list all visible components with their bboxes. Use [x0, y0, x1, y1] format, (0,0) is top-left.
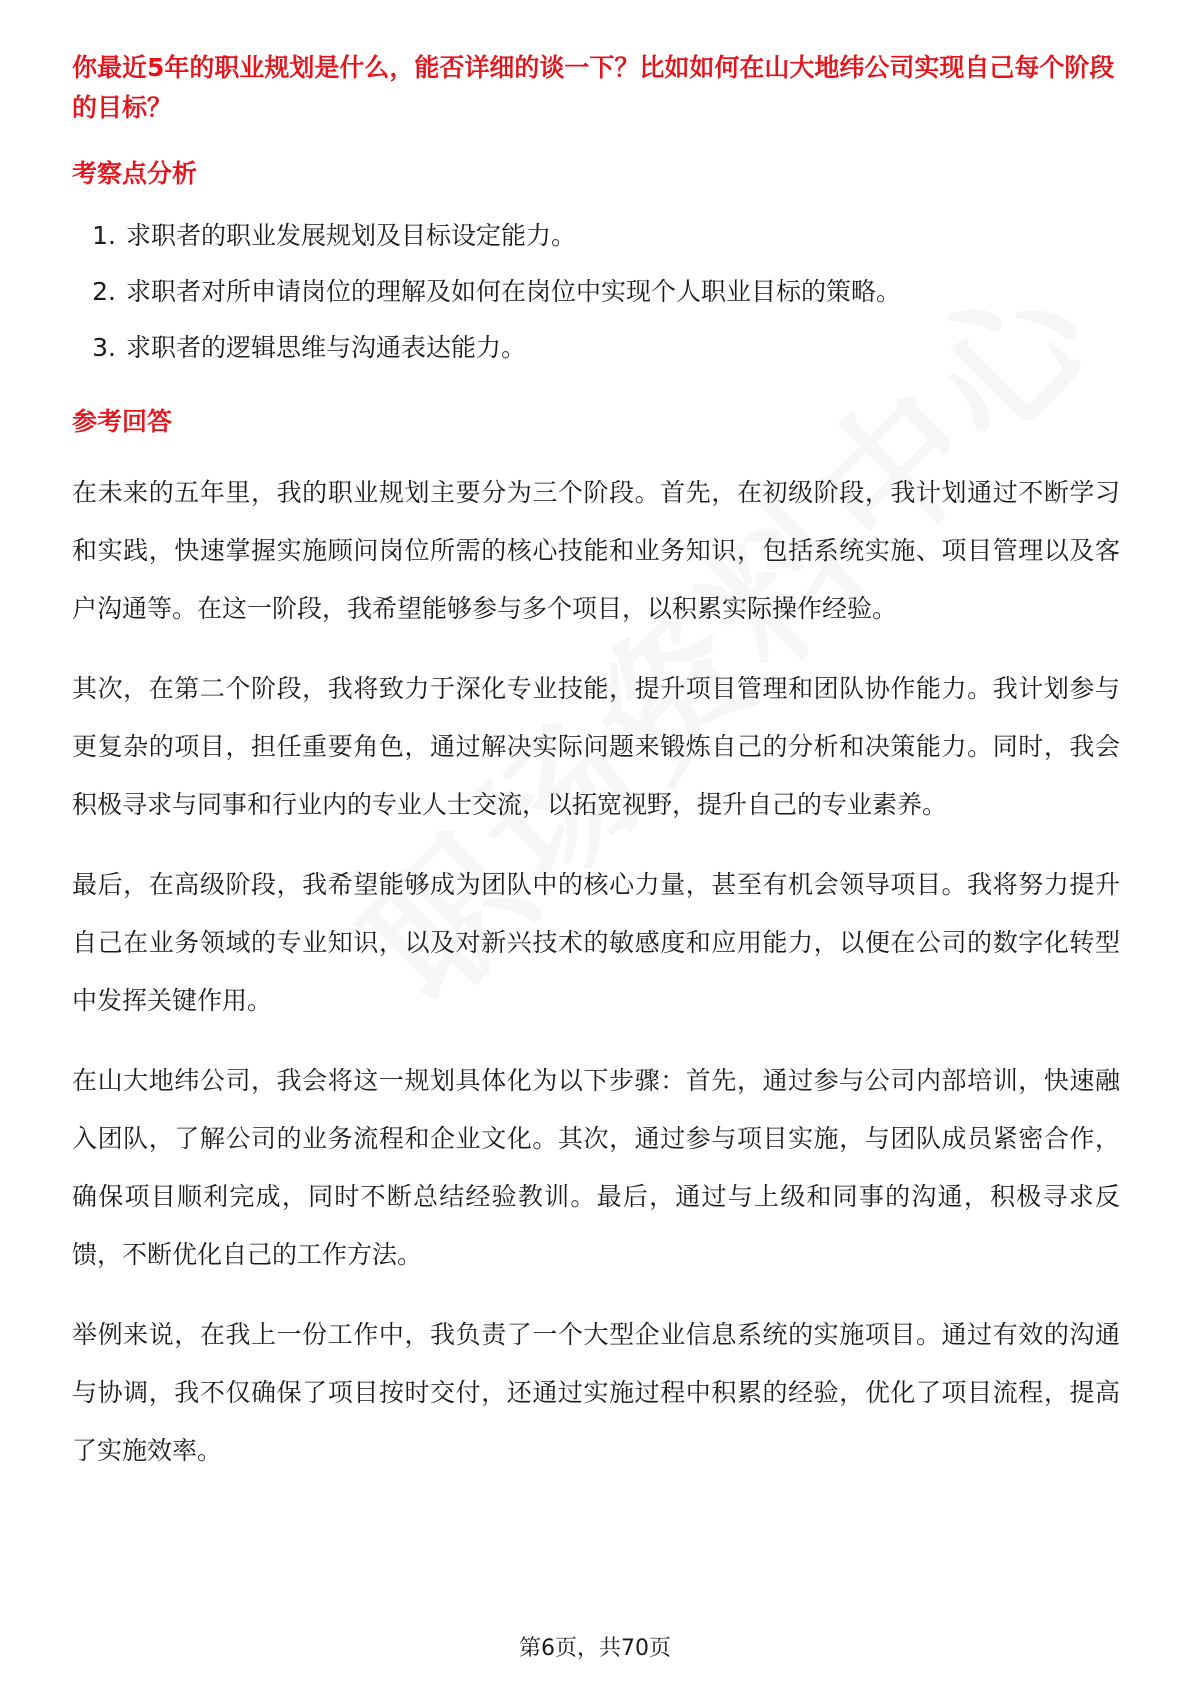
- answer-paragraph: 其次，在第二个阶段，我将致力于深化专业技能，提升项目管理和团队协作能力。我计划参与更复杂的项目，担任重要角色，通过解决实际问题来锻炼自己的分析和决策能力。同时，我会积极寻求与同事和行业内的专业人士交流，以拓宽视野，提升自己的专业素养。: [72, 674, 1120, 819]
- list-item-text: 求职者对所申请岗位的理解及如何在岗位中实现个人职业目标的策略。: [126, 277, 902, 306]
- list-item: [72, 272, 1120, 312]
- answer-heading: 参考回答: [72, 407, 173, 436]
- answer-paragraph: 在未来的五年里，我的职业规划主要分为三个阶段。首先，在初级阶段，我计划通过不断学习和实践，快速掌握实施顾问岗位所需的核心技能和业务知识，包括系统实施、项目管理以及客户沟通等。在这一阶段，我希望能够参与多个项目，以积累实际操作经验。: [72, 478, 1120, 623]
- question-title: 你最近5年的职业规划是什么，能否详细的谈一下？比如如何在山大地纬公司实现自己每个阶段的目标？: [72, 53, 1115, 122]
- list-item: [72, 216, 1120, 256]
- analysis-heading: 考察点分析: [72, 159, 198, 188]
- analysis-list: [72, 216, 1120, 368]
- page-number-footer: 第6页，共70页: [519, 1636, 671, 1661]
- list-item-number: 3.: [92, 333, 116, 362]
- list-item-text: 求职者的职业发展规划及目标设定能力。: [126, 221, 577, 250]
- page-content: [72, 48, 1120, 1480]
- answer-paragraph: 最后，在高级阶段，我希望能够成为团队中的核心力量，甚至有机会领导项目。我将努力提升自己在业务领域的专业知识，以及对新兴技术的敏感度和应用能力，以便在公司的数字化转型中发挥关键作用。: [72, 870, 1120, 1015]
- list-item-number: 2.: [92, 277, 116, 306]
- list-item-text: 求职者的逻辑思维与沟通表达能力。: [126, 333, 527, 362]
- answer-paragraph: 在山大地纬公司，我会将这一规划具体化为以下步骤：首先，通过参与公司内部培训，快速融入团队，了解公司的业务流程和企业文化。其次，通过参与项目实施，与团队成员紧密合作，确保项目顺利完成，同时不断总结经验教训。最后，通过与上级和同事的沟通，积极寻求反馈，不断优化自己的工作方法。: [72, 1066, 1120, 1269]
- list-item: [72, 328, 1120, 368]
- answer-paragraph: 举例来说，在我上一份工作中，我负责了一个大型企业信息系统的实施项目。通过有效的沟通与协调，我不仅确保了项目按时交付，还通过实施过程中积累的经验，优化了项目流程，提高了实施效率。: [72, 1320, 1120, 1465]
- list-item-number: 1.: [92, 221, 116, 250]
